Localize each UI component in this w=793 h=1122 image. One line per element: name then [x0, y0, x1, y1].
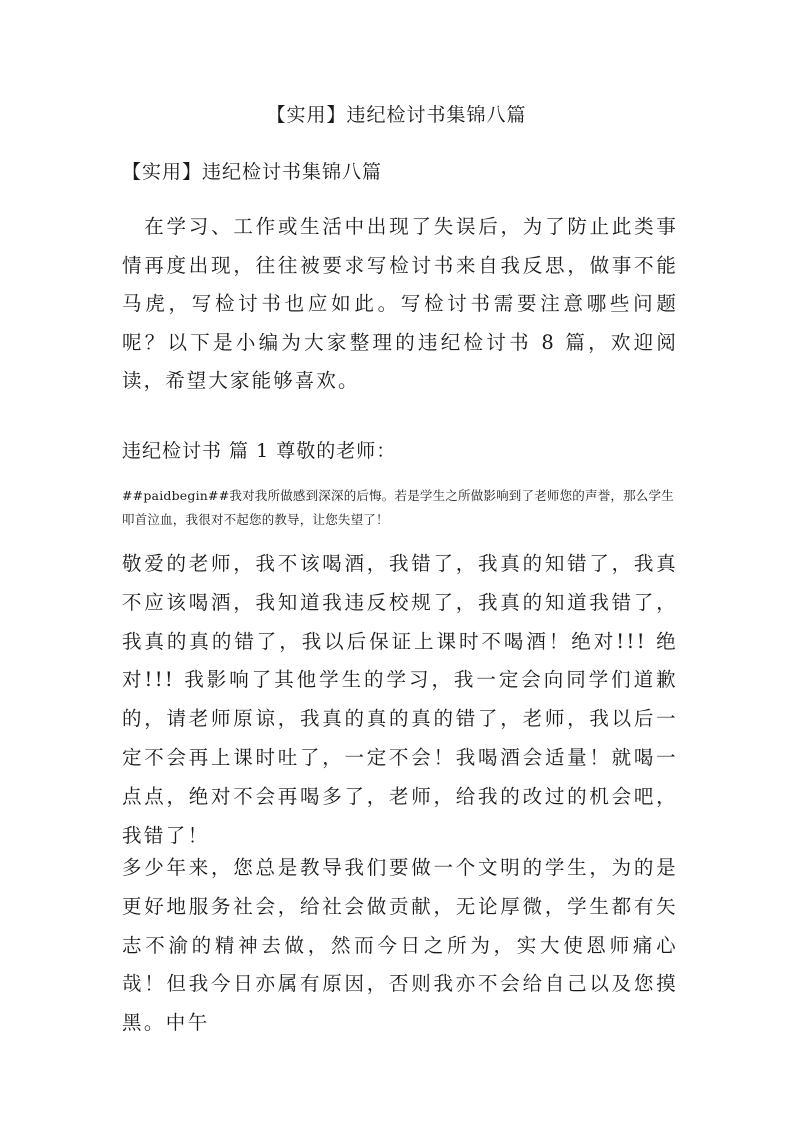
document-title: 【实用】违纪检讨书集锦八篇 — [266, 104, 527, 126]
document-subtitle: 【实用】违纪检讨书集锦八篇 — [122, 161, 383, 183]
body-paragraph-1: 敬爱的老师，我不该喝酒，我错了，我真的知错了，我真不应该喝酒，我知道我违反校规了，我真的知道我错了，我真的真的错了，我以后保证上课时不喝酒！绝对!!! 绝对!!! 我影响了其他学生的学习，我一定会向同学们道歉的，请老师原谅，我真的真的真的错了，老师，我以后一定不会再上课时吐了，一定不会！我喝酒会适量！就喝一点点，绝对不会再喝多了，老师，给我的改过的机会吧，我错了！ — [122, 552, 678, 847]
intro-text: 在学习、工作或生活中出现了失误后，为了防止此类事情再度出现，往往被要求写检讨书来自我反思，做事不能马虎，写检讨书也应如此。写检讨书需要注意哪些问题呢？以下是小编为大家整理的违纪检讨书 8 篇，欢迎阅读，希望大家能够喜欢。 — [122, 215, 678, 392]
paid-note: ##paidbegin##我对我所做感到深深的后悔。若是学生之所做影响到了老师您的声誉，那么学生叩首泣血，我很对不起您的教导，让您失望了！ — [122, 488, 674, 527]
body-paragraph-2: 多少年来，您总是教导我们要做一个文明的学生，为的是更好地服务社会，给社会做贡献，无论厚微，学生都有矢志不渝的精神去做，然而今日之所为，实大使恩师痛心哉！但我今日亦属有原因，否则我亦不会给自己以及您摸黑。中午 — [122, 856, 678, 1035]
section-heading: 违纪检讨书 篇 1 尊敬的老师： — [122, 440, 397, 462]
intro-paragraph — [122, 208, 678, 401]
